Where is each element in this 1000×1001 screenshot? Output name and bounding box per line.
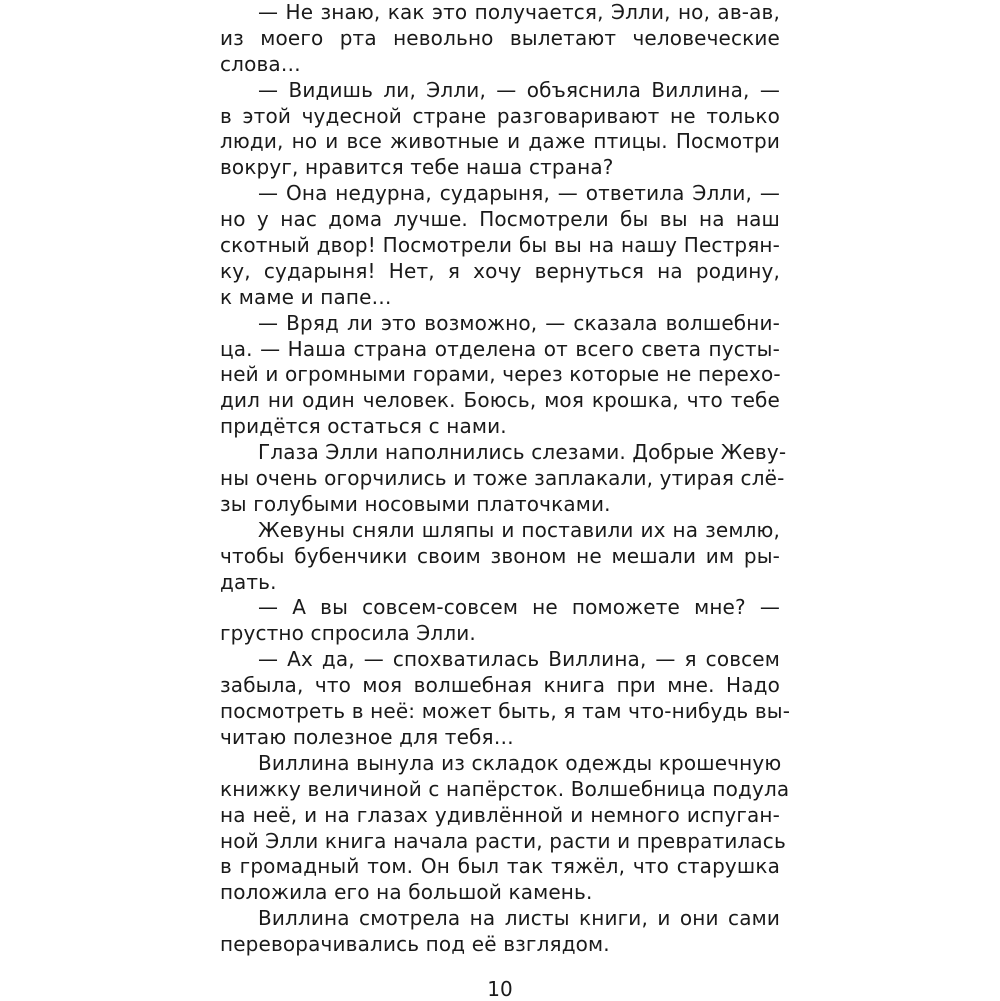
page-text (220, 0, 791, 958)
text-line: — А вы совсем-совсем не поможете мне? — (258, 595, 780, 620)
text-line: люди, но и все животные и даже птицы. Посмотри (220, 129, 780, 154)
text-line: придётся остаться с нами. (220, 414, 507, 439)
text-line: забыла, что моя волшебная книга при мне. Надо (220, 673, 780, 698)
text-line: Глаза Элли наполнились слезами. Добрые Жеву- (258, 440, 787, 465)
text-line: читаю полезное для тебя… (220, 724, 514, 749)
text-line: Виллина смотрела на листы книги, и они сами (258, 906, 780, 931)
text-line: ны очень огорчились и тоже заплакали, утирая слё- (220, 466, 785, 491)
text-line: ной Элли книга начала расти, расти и превратилась (220, 828, 786, 853)
text-line: вокруг, нравится тебе наша страна? (220, 155, 614, 180)
text-line: — Она недурна, сударыня, — ответила Элли, — (258, 181, 780, 206)
text-line: к маме и папе… (220, 284, 392, 309)
text-line: на неё, и на глазах удивлённой и немного испуган- (220, 802, 780, 827)
text-line: ку, сударыня! Нет, я хочу вернуться на родину, (220, 258, 780, 283)
text-line: из моего рта невольно вылетают человеческие (220, 25, 780, 50)
text-line: — Ах да, — спохватилась Виллина, — я совсем (258, 647, 780, 672)
text-line: зы голубыми носовыми платочками. (220, 491, 611, 516)
text-line: посмотреть в неё: может быть, я там что-нибудь вы- (220, 699, 791, 724)
text-line: — Не знаю, как это получается, Элли, но, ав-ав, (258, 0, 780, 24)
text-line: — Видишь ли, Элли, — объяснила Виллина, — (258, 77, 780, 102)
text-line: в этой чудесной стране разговаривают не только (220, 103, 780, 128)
text-line: положила его на большой камень. (220, 880, 593, 905)
text-line: ней и огромными горами, через которые не перехо- (220, 362, 781, 387)
text-line: Виллина вынула из складок одежды крошечную (258, 750, 782, 775)
text-line: чтобы бубенчики своим звоном не мешали им ры- (220, 543, 780, 568)
text-line: грустно спросила Элли. (220, 621, 476, 646)
text-line: скотный двор! Посмотрели бы вы на нашу Пестрян- (220, 233, 780, 258)
text-line: книжку величиной с напёрсток. Волшебница подула (220, 776, 790, 801)
text-line: слова… (220, 51, 301, 76)
text-line: — Вряд ли это возможно, — сказала волшебни- (258, 310, 780, 335)
text-line: дать. (220, 569, 277, 594)
text-line: ца. — Наша страна отделена от всего света пусты- (220, 336, 780, 361)
text-line: в громадный том. Он был так тяжёл, что старушка (220, 854, 780, 879)
text-line: но у нас дома лучше. Посмотрели бы вы на наш (220, 207, 780, 232)
text-line: переворачивались под её взглядом. (220, 932, 610, 957)
text-line: Жевуны сняли шляпы и поставили их на землю, (258, 517, 780, 542)
page-number: 10 (487, 977, 513, 1001)
text-line: дил ни один человек. Боюсь, моя крошка, что тебе (220, 388, 780, 413)
